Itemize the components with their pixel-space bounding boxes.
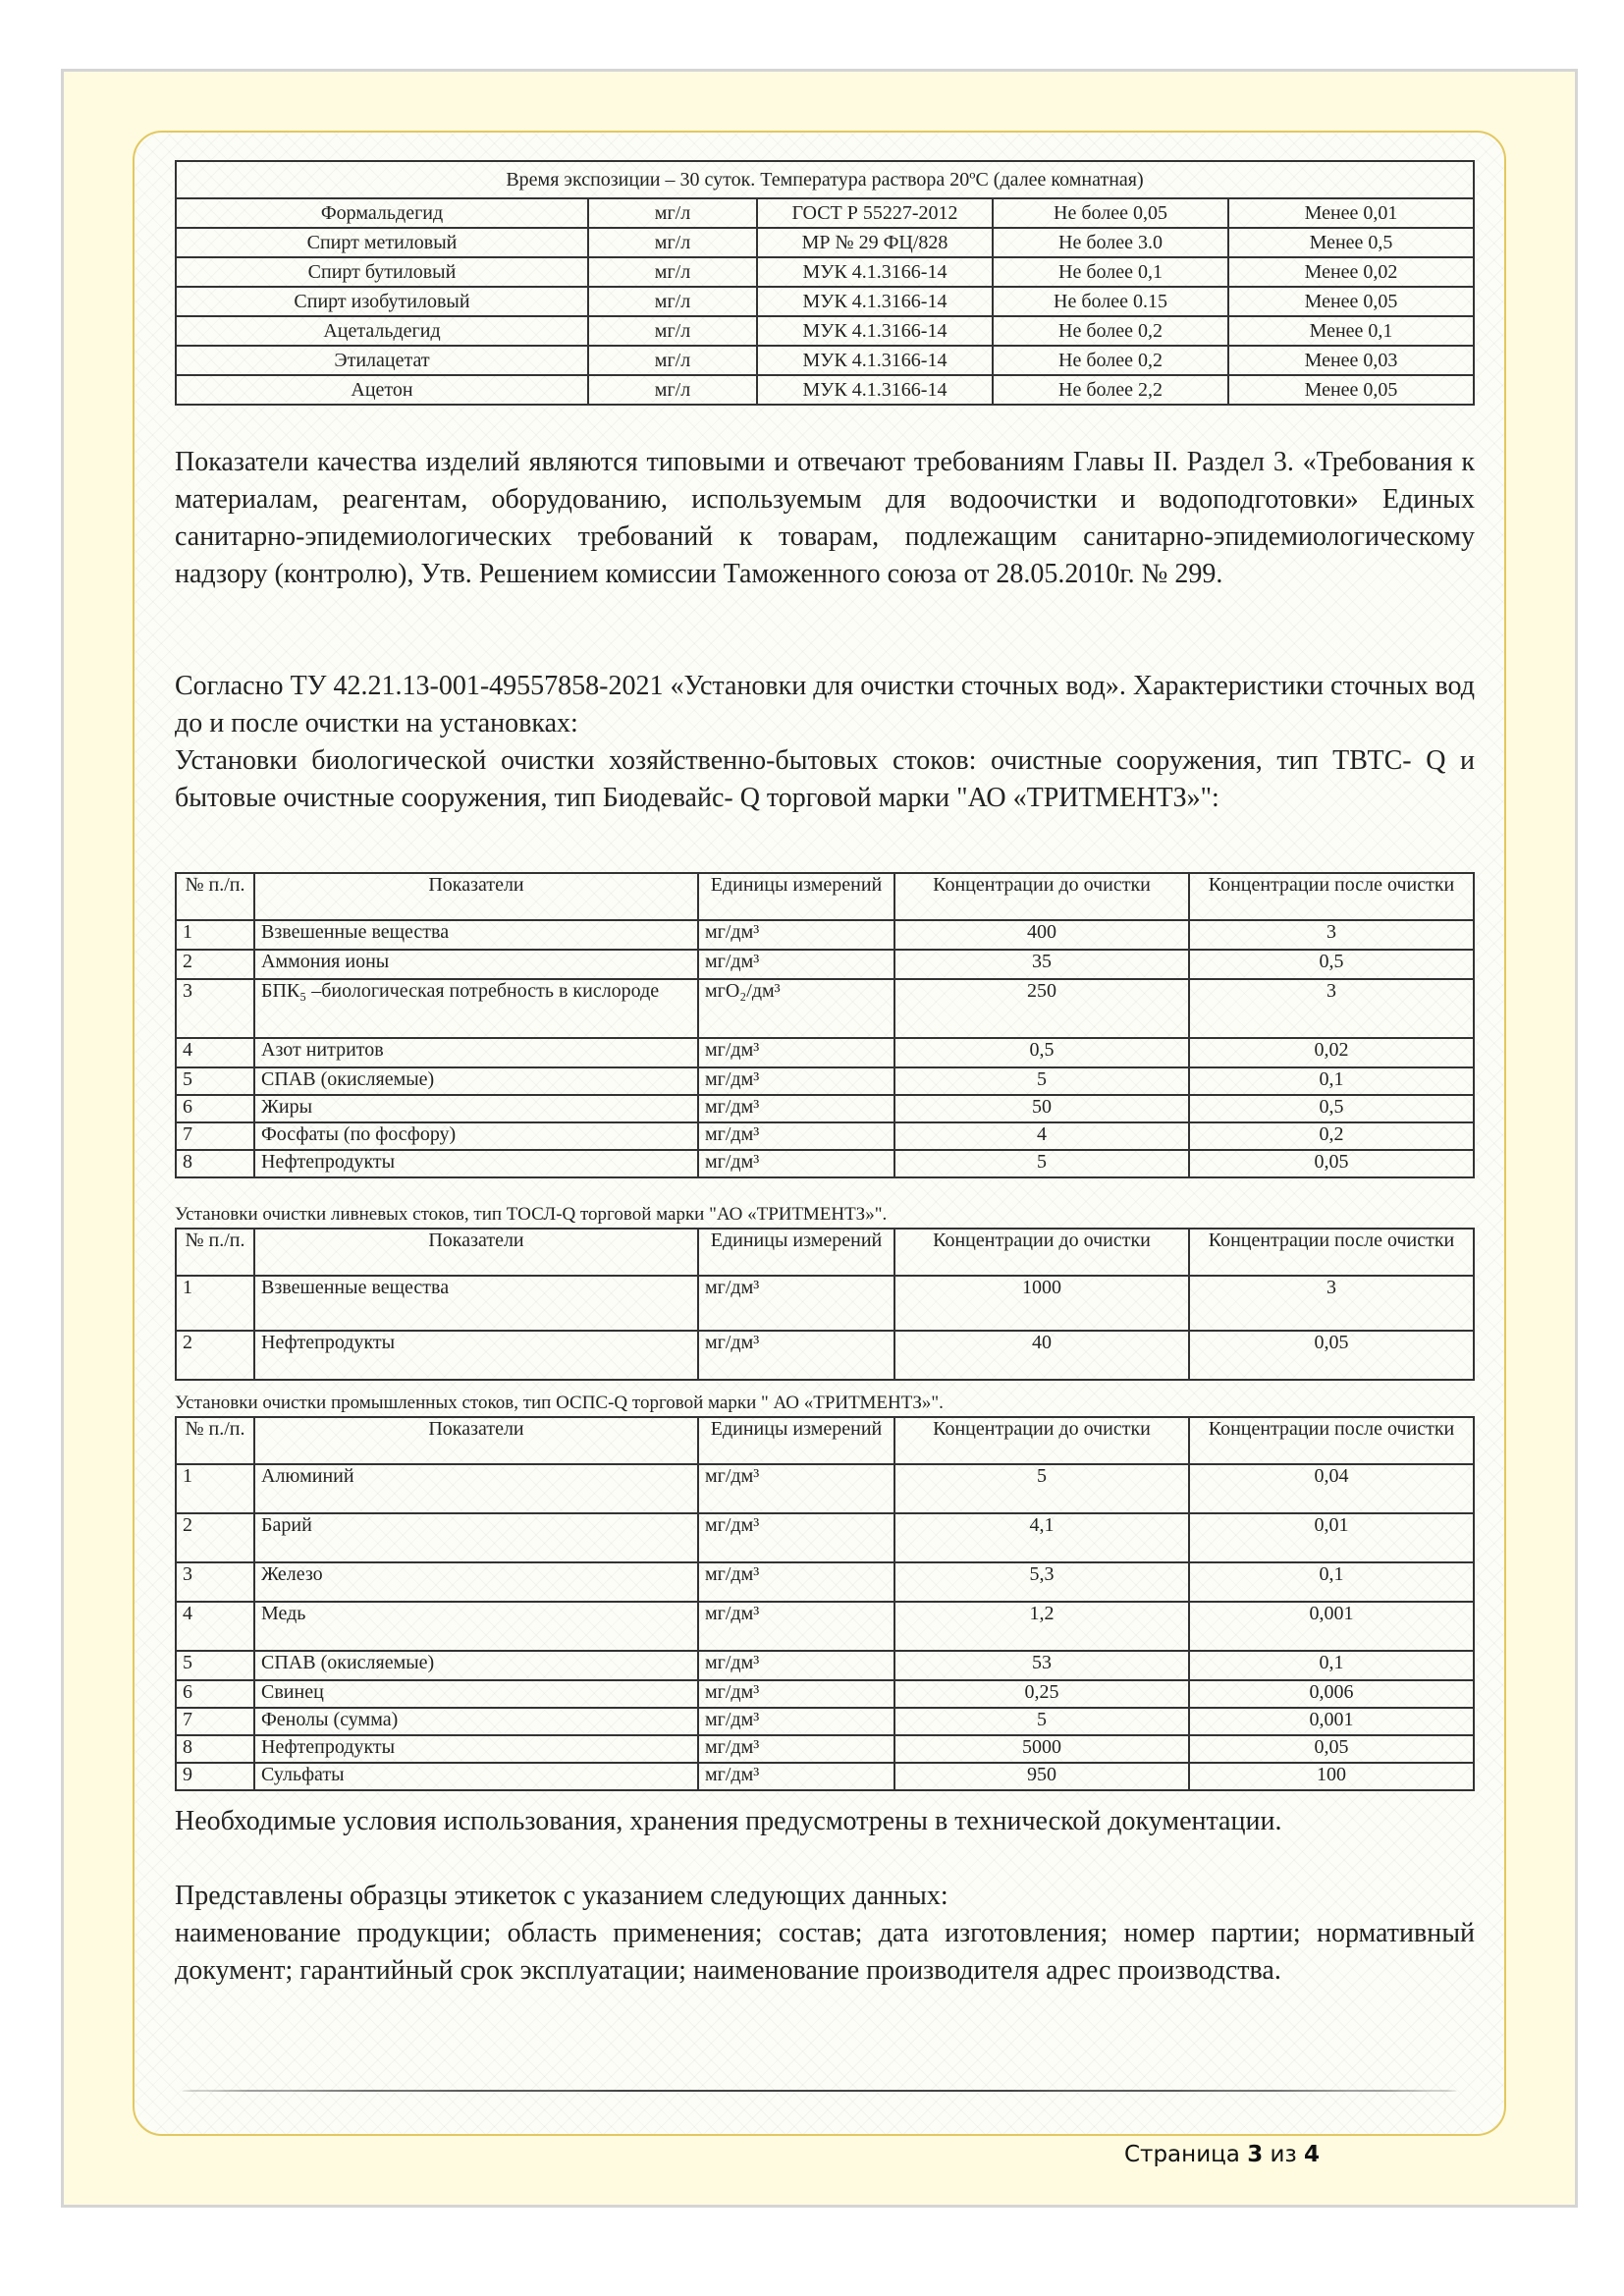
table-row [176, 346, 1474, 375]
table-cell: Железо [254, 1562, 698, 1602]
column-header: Концентрации до очистки [894, 1229, 1189, 1276]
total-pages: 4 [1304, 2142, 1321, 2167]
table-cell: 3 [176, 979, 254, 1038]
bio-treatment-table-section [175, 872, 1475, 1178]
table-cell: СПАВ (окисляемые) [254, 1067, 698, 1095]
table-cell: мгО₂/дм³ [698, 979, 894, 1038]
table-cell: 0,5 [894, 1038, 1189, 1067]
table-cell: Менее 0,5 [1228, 228, 1474, 257]
table-cell: 1000 [894, 1276, 1189, 1331]
table-row [176, 1651, 1474, 1680]
table-cell: мг/дм³ [698, 1562, 894, 1602]
paragraph-labels: Представлены образцы этикеток с указанием следующих данных: [175, 1881, 948, 1911]
table-cell: Нефтепродукты [254, 1331, 698, 1380]
table-cell: Азот нитритов [254, 1038, 698, 1067]
table-cell: МУК 4.1.3166-14 [757, 346, 993, 375]
table-cell: 0,001 [1189, 1602, 1474, 1651]
table-cell: Менее 0,1 [1228, 316, 1474, 346]
table-cell: 53 [894, 1651, 1189, 1680]
table-cell: 8 [176, 1150, 254, 1177]
table-cell: Фенолы (сумма) [254, 1708, 698, 1735]
column-header: Показатели [254, 873, 698, 920]
table-cell: Жиры [254, 1095, 698, 1122]
exposure-table [175, 160, 1475, 406]
table-cell: 1 [176, 1276, 254, 1331]
exposure-table-section [175, 160, 1475, 406]
table-cell: мг/дм³ [698, 920, 894, 950]
table-cell: 2 [176, 1331, 254, 1380]
table-cell: БПК₅ –биологическая потребность в кислороде [254, 979, 698, 1038]
table-cell: 0,05 [1189, 1331, 1474, 1380]
table-cell: мг/л [588, 287, 757, 316]
table-cell: 4 [176, 1038, 254, 1067]
column-header: Концентрации до очистки [894, 1417, 1189, 1464]
page-number [1124, 2142, 1320, 2167]
table-cell: Взвешенные вещества [254, 920, 698, 950]
table-row [176, 979, 1474, 1038]
table-cell: 7 [176, 1708, 254, 1735]
table-row [176, 1680, 1474, 1708]
table-cell: 0,1 [1189, 1067, 1474, 1095]
table-cell: 400 [894, 920, 1189, 950]
table-cell: 0,1 [1189, 1651, 1474, 1680]
table-cell: 3 [176, 1562, 254, 1602]
table-cell: мг/дм³ [698, 1276, 894, 1331]
table-cell: 100 [1189, 1763, 1474, 1790]
column-header: Показатели [254, 1229, 698, 1276]
column-header: Единицы измерений [698, 873, 894, 920]
table-cell: 35 [894, 950, 1189, 979]
table-cell: МР № 29 ФЦ/828 [757, 228, 993, 257]
table-cell: Менее 0,03 [1228, 346, 1474, 375]
table-row [176, 1464, 1474, 1513]
paragraph-conditions: Необходимые условия использования, хранения предусмотрены в технической документации. [175, 1806, 1282, 1836]
table-cell: 5 [176, 1067, 254, 1095]
table-cell: мг/дм³ [698, 1067, 894, 1095]
table-cell: 4,1 [894, 1513, 1189, 1562]
table-cell: мг/дм³ [698, 1150, 894, 1177]
table-cell: мг/дм³ [698, 1464, 894, 1513]
table-cell: 8 [176, 1735, 254, 1763]
table-cell: мг/дм³ [698, 1038, 894, 1067]
table-row [176, 1038, 1474, 1067]
table-cell: 0,5 [1189, 950, 1474, 979]
table-cell: Менее 0,05 [1228, 375, 1474, 405]
industrial-caption: Установки очистки промышленных стоков, тип ОСПС-Q торговой марки " АО «ТРИТМЕНТЗ»". [175, 1393, 944, 1413]
table-cell: 0,01 [1189, 1513, 1474, 1562]
column-header: Концентрации после очистки [1189, 1417, 1474, 1464]
table-cell: Сульфаты [254, 1763, 698, 1790]
table-cell: Фосфаты (по фосфору) [254, 1122, 698, 1150]
wavy-divider [182, 2090, 1457, 2092]
table-cell: 6 [176, 1680, 254, 1708]
paragraph-bio-installations: Установки биологической очистки хозяйственно-бытовых стоков: очистные сооружения, тип ТВТС- Q и бытовые очистные сооружения, тип Биодевайс- Q торговой марки "АО «ТРИТМЕНТЗ»": [175, 745, 1475, 813]
storm-treatment-table [175, 1228, 1475, 1381]
table-cell: Не более 0,05 [993, 198, 1228, 228]
table-row [176, 1602, 1474, 1651]
table-cell: 6 [176, 1095, 254, 1122]
column-header: Показатели [254, 1417, 698, 1464]
column-header: Единицы измерений [698, 1417, 894, 1464]
table-cell: 0,05 [1189, 1150, 1474, 1177]
column-header: № п./п. [176, 1417, 254, 1464]
table-cell: Взвешенные вещества [254, 1276, 698, 1331]
table-row [176, 1122, 1474, 1150]
table-cell: мг/л [588, 257, 757, 287]
table-cell: Менее 0,02 [1228, 257, 1474, 287]
table-cell: Менее 0,01 [1228, 198, 1474, 228]
table-cell: СПАВ (окисляемые) [254, 1651, 698, 1680]
table-cell: 5 [894, 1708, 1189, 1735]
column-header: Концентрации после очистки [1189, 1229, 1474, 1276]
table-cell: Ацетальдегид [176, 316, 588, 346]
column-header: Концентрации после очистки [1189, 873, 1474, 920]
table-cell: мг/дм³ [698, 1513, 894, 1562]
table-cell: Барий [254, 1513, 698, 1562]
table-cell: Нефтепродукты [254, 1150, 698, 1177]
table-cell: мг/дм³ [698, 1651, 894, 1680]
table-row [176, 198, 1474, 228]
table-cell: 0,001 [1189, 1708, 1474, 1735]
table-cell: Не более 3.0 [993, 228, 1228, 257]
table-cell: Не более 2,2 [993, 375, 1228, 405]
table-row [176, 1562, 1474, 1602]
table-cell: 0,04 [1189, 1464, 1474, 1513]
table-cell: 1,2 [894, 1602, 1189, 1651]
table-cell: 0,05 [1189, 1735, 1474, 1763]
table-cell: Ацетон [176, 375, 588, 405]
table-cell: Аммония ионы [254, 950, 698, 979]
industrial-table-section [175, 1416, 1475, 1791]
table-cell: мг/дм³ [698, 1602, 894, 1651]
table-row [176, 1067, 1474, 1095]
table-cell: 2 [176, 950, 254, 979]
table-cell: мг/дм³ [698, 1122, 894, 1150]
paragraph-requirements: Показатели качества изделий являются типовыми и отвечают требованиям Главы II. Раздел 3. «Требования к материалам, реагентам, оборудованию, используемым для водоочистки и водоподготовки» Единых санитарно-эпидемиологических требований к товарам, подлежащим санитарно-эпидемиологическому надзору (контролю), Утв. Решением комиссии Таможенного союза от 28.05.2010г. № 299. [175, 447, 1475, 589]
table-cell: 0,25 [894, 1680, 1189, 1708]
table-cell: Спирт бутиловый [176, 257, 588, 287]
exposure-table-header: Время экспозиции – 30 суток. Температура раствора 20ºС (далее комнатная) [176, 161, 1474, 198]
column-header: Концентрации до очистки [894, 873, 1189, 920]
table-row [176, 1150, 1474, 1177]
paragraph-tu: Согласно ТУ 42.21.13-001-49557858-2021 «Установки для очистки сточных вод». Характеристики сточных вод до и после очистки на установках: [175, 671, 1475, 738]
table-cell: 5000 [894, 1735, 1189, 1763]
table-row [176, 257, 1474, 287]
column-header: Единицы измерений [698, 1229, 894, 1276]
table-cell: 5,3 [894, 1562, 1189, 1602]
table-row [176, 920, 1474, 950]
table-row [176, 1708, 1474, 1735]
table-cell: Не более 0,1 [993, 257, 1228, 287]
table-cell: Не более 0,2 [993, 316, 1228, 346]
table-cell: мг/дм³ [698, 1735, 894, 1763]
page-prefix: Страница [1124, 2142, 1248, 2167]
table-cell: Медь [254, 1602, 698, 1651]
table-header-row [176, 873, 1474, 920]
table-cell: 1 [176, 920, 254, 950]
table-row [176, 1763, 1474, 1790]
table-cell: мг/дм³ [698, 1331, 894, 1380]
table-cell: мг/л [588, 316, 757, 346]
table-cell: 0,006 [1189, 1680, 1474, 1708]
storm-caption: Установки очистки ливневых стоков, тип ТОСЛ-Q торговой марки "АО «ТРИТМЕНТЗ»". [175, 1204, 888, 1225]
table-row [176, 316, 1474, 346]
table-row [176, 1735, 1474, 1763]
table-cell: 4 [176, 1602, 254, 1651]
bio-treatment-table [175, 872, 1475, 1178]
table-row [176, 1276, 1474, 1331]
table-row [176, 1095, 1474, 1122]
table-cell: 0,5 [1189, 1095, 1474, 1122]
table-cell: 0,1 [1189, 1562, 1474, 1602]
table-cell: 3 [1189, 1276, 1474, 1331]
table-cell: мг/л [588, 375, 757, 405]
table-cell: 5 [894, 1150, 1189, 1177]
table-cell: мг/дм³ [698, 1680, 894, 1708]
table-cell: 50 [894, 1095, 1189, 1122]
table-row [176, 228, 1474, 257]
table-row [176, 950, 1474, 979]
table-row [176, 1513, 1474, 1562]
table-cell: Не более 0.15 [993, 287, 1228, 316]
table-cell: ГОСТ Р 55227-2012 [757, 198, 993, 228]
table-cell: 4 [894, 1122, 1189, 1150]
table-cell: 40 [894, 1331, 1189, 1380]
table-cell: 5 [894, 1067, 1189, 1095]
column-header: № п./п. [176, 1229, 254, 1276]
table-cell: Спирт метиловый [176, 228, 588, 257]
table-cell: мг/дм³ [698, 950, 894, 979]
table-cell: мг/л [588, 346, 757, 375]
table-cell: 1 [176, 1464, 254, 1513]
table-cell: 3 [1189, 920, 1474, 950]
table-row [176, 1331, 1474, 1380]
current-page: 3 [1247, 2142, 1264, 2167]
table-cell: 7 [176, 1122, 254, 1150]
table-cell: Свинец [254, 1680, 698, 1708]
table-cell: МУК 4.1.3166-14 [757, 316, 993, 346]
table-row [176, 375, 1474, 405]
table-header-row [176, 1229, 1474, 1276]
table-cell: Алюминий [254, 1464, 698, 1513]
table-cell: Не более 0,2 [993, 346, 1228, 375]
table-cell: Этилацетат [176, 346, 588, 375]
industrial-treatment-table [175, 1416, 1475, 1791]
table-cell: мг/дм³ [698, 1095, 894, 1122]
table-cell: МУК 4.1.3166-14 [757, 375, 993, 405]
column-header: № п./п. [176, 873, 254, 920]
table-cell: 5 [176, 1651, 254, 1680]
table-cell: мг/л [588, 228, 757, 257]
table-cell: мг/дм³ [698, 1763, 894, 1790]
table-cell: 3 [1189, 979, 1474, 1038]
table-cell: 0,02 [1189, 1038, 1474, 1067]
storm-table-section [175, 1228, 1475, 1381]
table-header-row [176, 1417, 1474, 1464]
table-cell: мг/л [588, 198, 757, 228]
table-row [176, 287, 1474, 316]
table-cell: Менее 0,05 [1228, 287, 1474, 316]
page-middle: из [1263, 2142, 1305, 2167]
table-cell: Нефтепродукты [254, 1735, 698, 1763]
table-cell: мг/дм³ [698, 1708, 894, 1735]
table-cell: 0,2 [1189, 1122, 1474, 1150]
table-cell: Формальдегид [176, 198, 588, 228]
table-cell: 250 [894, 979, 1189, 1038]
table-cell: 9 [176, 1763, 254, 1790]
table-cell: МУК 4.1.3166-14 [757, 287, 993, 316]
table-cell: МУК 4.1.3166-14 [757, 257, 993, 287]
table-cell: 950 [894, 1763, 1189, 1790]
table-cell: Спирт изобутиловый [176, 287, 588, 316]
paragraph-label-fields: наименование продукции; область применения; состав; дата изготовления; номер партии; нормативный документ; гарантийный срок эксплуатации; наименование производителя адрес производства. [175, 1918, 1475, 1986]
table-cell: 2 [176, 1513, 254, 1562]
table-cell: 5 [894, 1464, 1189, 1513]
